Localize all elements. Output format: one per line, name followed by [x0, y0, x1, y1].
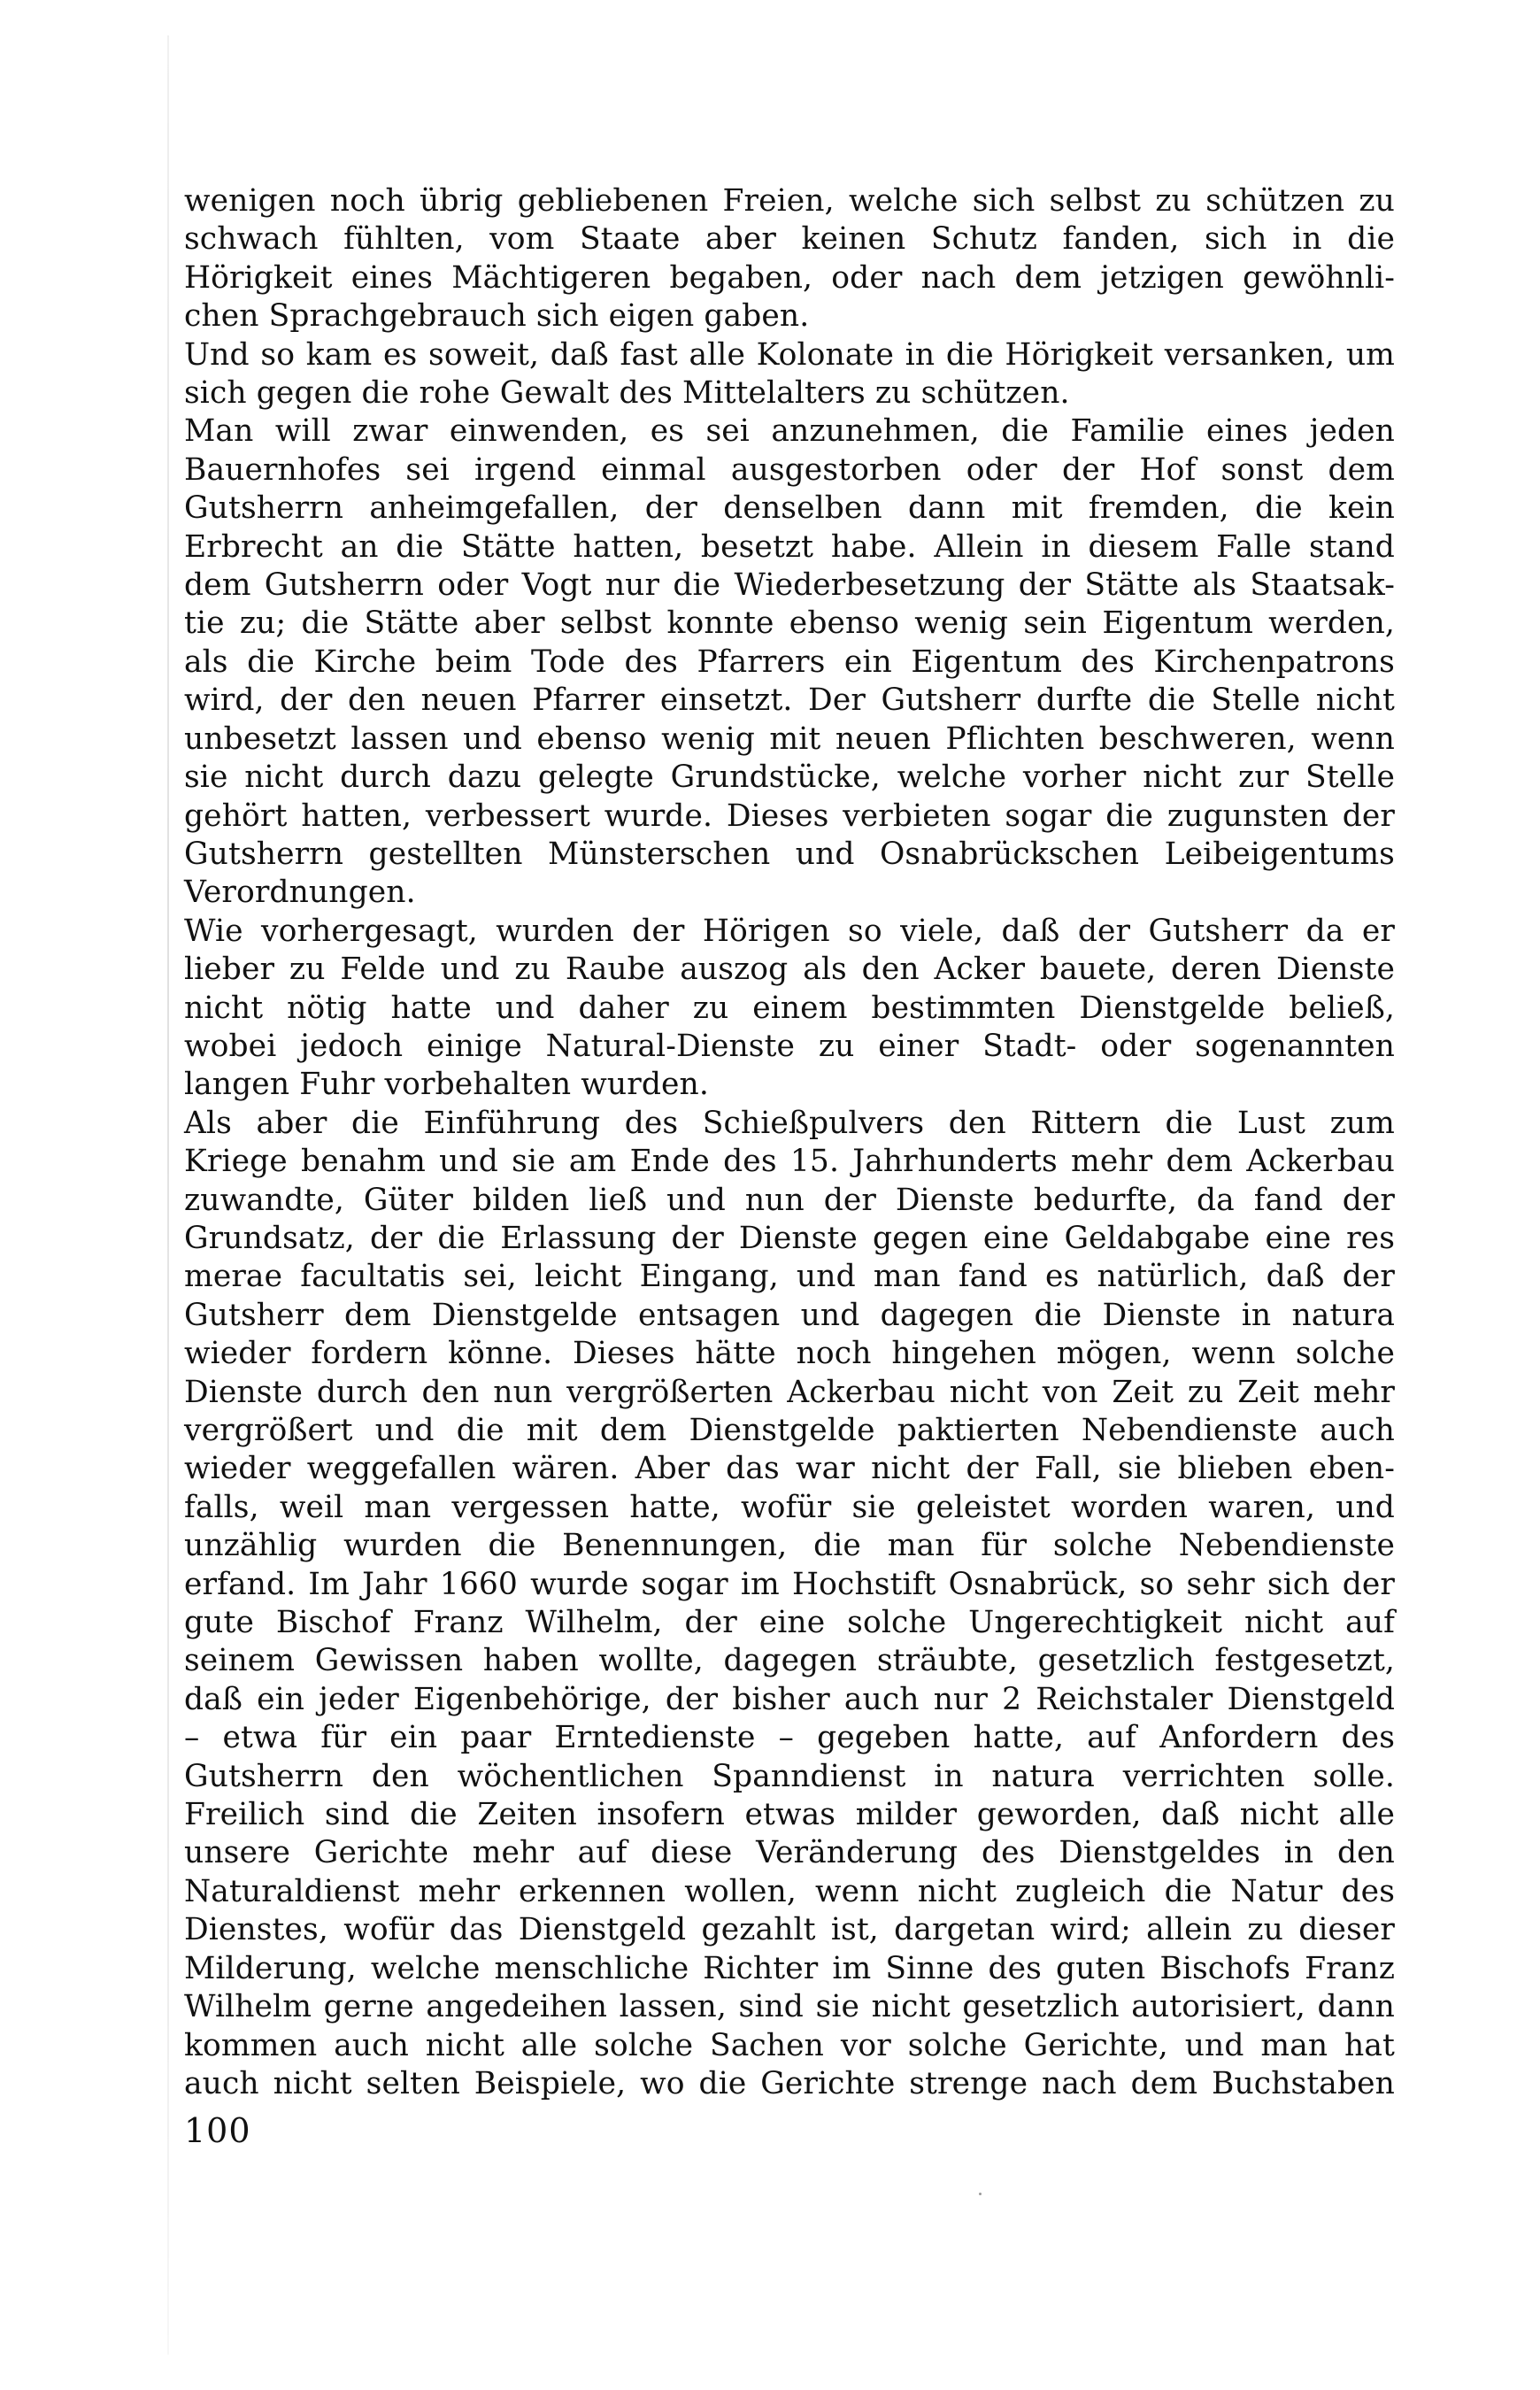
text-line: wieder fordern könne. Dieses hätte noch hingehen mögen, wenn solche [184, 1336, 1395, 1372]
text-line: Bauernhofes sei irgend einmal ausgestorben oder der Hof sonst dem [184, 451, 1395, 488]
text-line: tie zu; die Stätte aber selbst konnte ebenso wenig sein Eigentum werden, [184, 605, 1395, 642]
text-line: langen Fuhr vorbehalten wurden. [184, 1067, 709, 1103]
text-line: wobei jedoch einige Natural-Dienste zu einer Stadt- oder sogenannten [184, 1028, 1395, 1064]
text-line: Gutsherrn anheimgefallen, der denselben dann mit fremden, die kein [184, 490, 1395, 527]
text-line: vergrößert und die mit dem Dienstgelde paktierten Nebendienste auch [184, 1413, 1395, 1448]
text-line: Kriege benahm und sie am Ende des 15. Jahrhunderts mehr dem Ackerbau [184, 1144, 1395, 1180]
text-line: wird, der den neuen Pfarrer einsetzt. Der Gutsherr durfte die Stelle nicht [184, 682, 1395, 719]
text-line: Naturaldienst mehr erkennen wollen, wenn nicht zugleich die Natur des [184, 1873, 1395, 1909]
text-line: Dienste durch den nun vergrößerten Ackerbau nicht von Zeit zu Zeit mehr [184, 1374, 1395, 1410]
text-line: Wie vorhergesagt, wurden der Hörigen so viele, daß der Gutsherr da er [184, 913, 1395, 949]
scan-speck [979, 2193, 982, 2195]
text-line: chen Sprachgebrauch sich eigen gaben. [184, 298, 810, 335]
text-line: – etwa für ein paar Erntedienste – gegeben hatte, auf Anfordern des [184, 1720, 1395, 1756]
text-line: dem Gutsherrn oder Vogt nur die Wiederbesetzung der Stätte als Staatsak- [184, 567, 1395, 604]
page-gutter-shadow [167, 35, 169, 2355]
text-line: gehört hatten, verbessert wurde. Dieses verbieten sogar die zugunsten der [184, 798, 1395, 834]
text-line: Gutsherrn den wöchentlichen Spanndienst in natura verrichten solle. [184, 1758, 1395, 1794]
text-line: wieder weggefallen wären. Aber das war nicht der Fall, sie blieben eben- [184, 1451, 1395, 1487]
text-line: kommen auch nicht alle solche Sachen vor solche Gerichte, und man hat [184, 2027, 1395, 2063]
text-line: Man will zwar einwenden, es sei anzunehmen, die Familie eines jeden [184, 413, 1395, 450]
text-line: Und so kam es soweit, daß fast alle Kolonate in die Hörigkeit versanken, um [184, 336, 1395, 373]
text-line: Erbrecht an die Stätte hatten, besetzt habe. Allein in diesem Falle stand [184, 528, 1395, 565]
text-line: Wilhelm gerne angedeihen lassen, sind sie nicht gesetzlich autorisiert, dann [184, 1989, 1395, 2025]
text-line: nicht nötig hatte und daher zu einem bestimmten Dienstgelde beließ, [184, 990, 1395, 1026]
paragraph [184, 1105, 1395, 2104]
text-line: unzählig wurden die Benennungen, die man für solche Nebendienste [184, 1528, 1395, 1564]
text-line: Freilich sind die Zeiten insofern etwas milder geworden, daß nicht alle [184, 1797, 1395, 1833]
text-line: Grundsatz, der die Erlassung der Dienste gegen eine Geldabgabe eine res [184, 1220, 1395, 1256]
text-line: erfand. Im Jahr 1660 wurde sogar im Hochstift Osnabrück, so sehr sich der [184, 1566, 1395, 1602]
text-line: Dienstes, wofür das Dienstgeld gezahlt ist, dargetan wird; allein zu dieser [184, 1912, 1395, 1948]
text-line: zuwandte, Güter bilden ließ und nun der Dienste bedurfte, da fand der [184, 1182, 1395, 1218]
text-line: unbesetzt lassen und ebenso wenig mit neuen Pflichten beschweren, wenn [184, 721, 1395, 757]
text-line: seinem Gewissen haben wollte, dagegen sträubte, gesetzlich festgesetzt, [184, 1643, 1395, 1679]
paragraph [184, 913, 1395, 1105]
text-line: falls, weil man vergessen hatte, wofür sie geleistet worden waren, und [184, 1489, 1395, 1525]
text-line: daß ein jeder Eigenbehörige, der bisher auch nur 2 Reichstaler Dienstgeld [184, 1681, 1395, 1717]
text-line: schwach fühlten, vom Staate aber keinen Schutz fanden, sich in die [184, 221, 1395, 258]
body-text [184, 182, 1395, 2103]
text-line: Milderung, welche menschliche Richter im Sinne des guten Bischofs Franz [184, 1950, 1395, 1986]
text-line: auch nicht selten Beispiele, wo die Gerichte strenge nach dem Buchstaben [184, 2065, 1395, 2101]
text-line: sie nicht durch dazu gelegte Grundstücke, welche vorher nicht zur Stelle [184, 759, 1395, 796]
text-line: Hörigkeit eines Mächtigeren begaben, oder nach dem jetzigen gewöhnli- [184, 259, 1395, 296]
paragraph [184, 336, 1395, 413]
paragraph [184, 182, 1395, 336]
text-line: Gutsherr dem Dienstgelde entsagen und dagegen die Dienste in natura [184, 1297, 1395, 1333]
text-line: lieber zu Felde und zu Raube auszog als den Acker bauete, deren Dienste [184, 952, 1395, 988]
text-line: wenigen noch übrig gebliebenen Freien, welche sich selbst zu schützen zu [184, 183, 1395, 219]
page-number: 100 [184, 2111, 251, 2150]
text-line: Als aber die Einführung des Schießpulvers den Rittern die Lust zum [184, 1105, 1395, 1141]
text-line: unsere Gerichte mehr auf diese Veränderung des Dienstgeldes in den [184, 1835, 1395, 1871]
text-line: merae facultatis sei, leicht Eingang, und man fand es natürlich, daß der [184, 1259, 1395, 1295]
text-line: gute Bischof Franz Wilhelm, der eine solche Ungerechtigkeit nicht auf [184, 1605, 1395, 1641]
text-line: Gutsherrn gestellten Münsterschen und Osnabrückschen Leibeigentums [184, 836, 1395, 872]
paragraph [184, 412, 1395, 912]
text-line: sich gegen die rohe Gewalt des Mittelalters zu schützen. [184, 375, 1070, 412]
text-line: Verordnungen. [184, 875, 416, 911]
text-line: als die Kirche beim Tode des Pfarrers ein Eigentum des Kirchenpatrons [184, 644, 1395, 680]
